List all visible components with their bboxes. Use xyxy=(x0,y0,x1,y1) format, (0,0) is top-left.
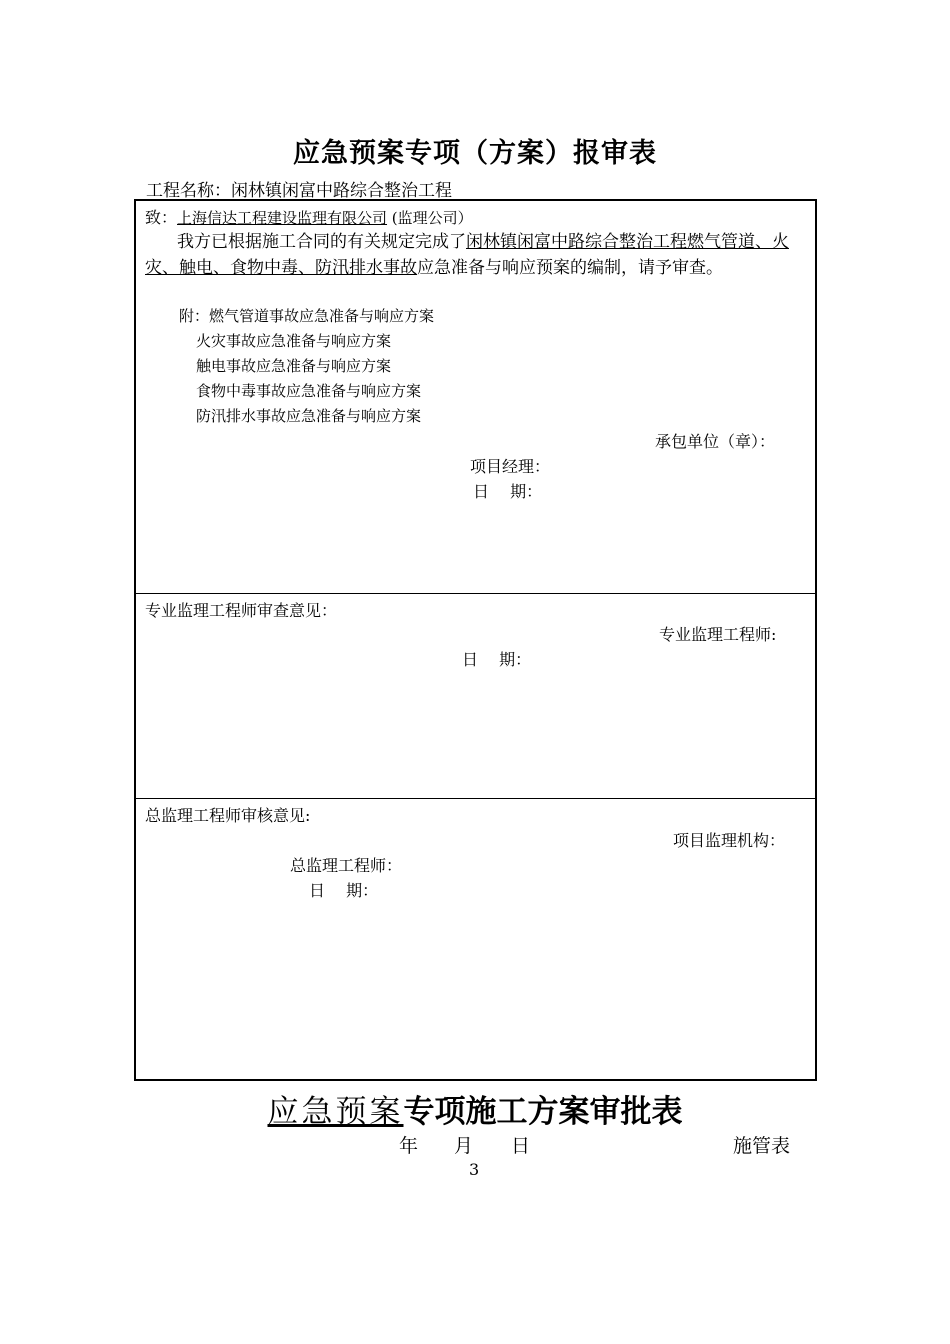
project-manager-label: 项目经理： xyxy=(470,457,551,476)
form-code: 施管表 xyxy=(733,1135,791,1157)
date-label: 日 期： xyxy=(309,881,379,900)
attachment-line-1 xyxy=(179,305,434,326)
supervision-company: 上海信达工程建设监理有限公司 xyxy=(177,209,388,227)
to-suffix: (监理公司） xyxy=(387,209,473,227)
page-number: 3 xyxy=(469,1160,480,1179)
addressee xyxy=(145,205,473,228)
title-underlined: 应急预案 xyxy=(267,1094,404,1130)
specialist-review-heading: 专业监理工程师审查意见： xyxy=(145,601,338,620)
contractor-seal-label: 承包单位（章）： xyxy=(655,432,776,451)
supervision-org-label: 项目监理机构： xyxy=(673,831,786,850)
attach-prefix: 附： xyxy=(179,307,210,325)
attachment-item: 火灾事故应急准备与响应方案 xyxy=(196,332,392,350)
attachment-item: 燃气管道事故应急准备与响应方案 xyxy=(209,307,435,325)
page-title: 应急预案专项（方案）报审表 xyxy=(293,138,657,169)
approval-form-title xyxy=(0,1086,950,1131)
attachment-item: 防汛排水事故应急准备与响应方案 xyxy=(196,407,422,425)
para-post: 应急准备与响应预案的编制，请予审查。 xyxy=(417,258,723,278)
attachment-item: 食物中毒事故应急准备与响应方案 xyxy=(196,382,422,400)
chief-review-heading: 总监理工程师审核意见: xyxy=(145,806,311,825)
project-name: 工程名称：闲林镇闲富中路综合整治工程 xyxy=(146,181,452,201)
to-prefix: 致： xyxy=(145,208,178,227)
month-label: 月 xyxy=(454,1135,474,1157)
row-divider-2 xyxy=(134,798,817,799)
date-label: 日 期： xyxy=(462,650,532,669)
title-rest: 专项施工方案审批表 xyxy=(403,1094,683,1130)
date-label: 日 期： xyxy=(473,482,543,501)
para-pre: 我方已根据施工合同的有关规定完成了 xyxy=(177,232,466,252)
chief-engineer-label: 总监理工程师： xyxy=(290,856,403,875)
specialist-engineer-label: 专业监理工程师: xyxy=(659,625,777,644)
submission-paragraph xyxy=(145,229,809,281)
attachment-item: 触电事故应急准备与响应方案 xyxy=(196,357,392,375)
day-label: 日 xyxy=(511,1135,531,1157)
year-label: 年 xyxy=(399,1135,419,1157)
row-divider-1 xyxy=(134,593,817,594)
para-underlined: 闲林镇闲富中路综合整治工程燃气管道、火灾、触电、食物中毒、防汛排水事故 xyxy=(145,232,789,278)
